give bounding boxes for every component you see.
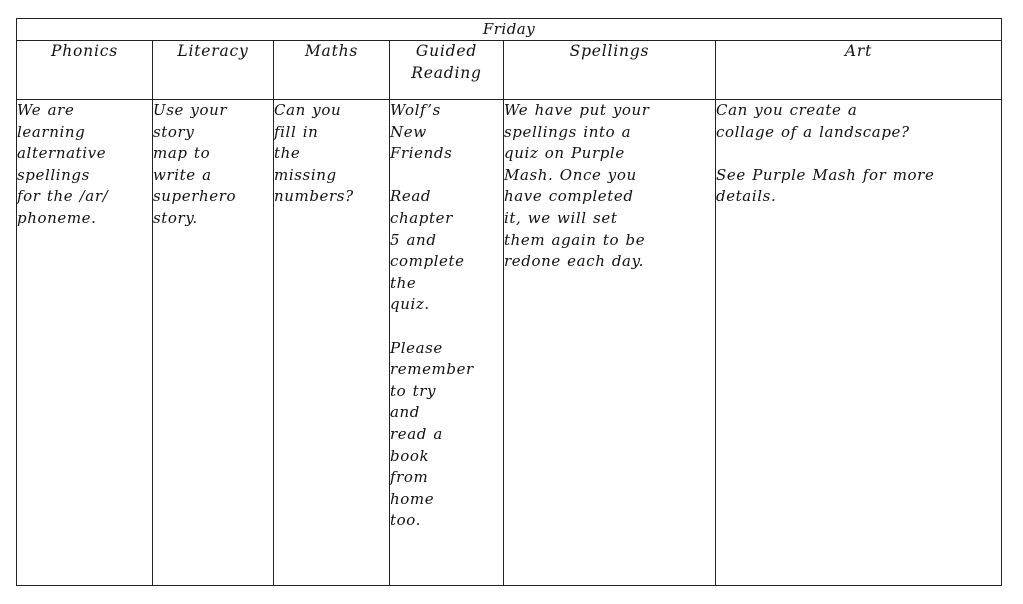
header-spellings <box>504 41 716 100</box>
header-phonics-label: Phonics <box>51 42 118 60</box>
header-art-label: Art <box>844 42 873 60</box>
header-maths-label: Maths <box>304 42 359 60</box>
day-heading: Friday <box>17 19 1002 41</box>
header-literacy-label: Literacy <box>177 42 249 60</box>
header-literacy <box>153 41 274 100</box>
subject-header-row <box>17 41 1002 100</box>
cell-art: Can you create a collage of a landscape? See Purple Mash for more details. <box>716 100 1002 586</box>
cell-guided-reading: Wolf’s New Friends Read chapter 5 and complete the quiz. Please remember to try and read a book from home too. <box>390 100 504 586</box>
header-maths <box>274 41 390 100</box>
header-guided-reading-label: Guided Reading <box>411 42 482 82</box>
cell-maths: Can you fill in the missing numbers? <box>274 100 390 586</box>
header-guided-reading <box>390 41 504 100</box>
header-phonics <box>17 41 153 100</box>
cell-spellings: We have put your spellings into a quiz on Purple Mash. Once you have completed it, we will set them again to be redone each day. <box>504 100 716 586</box>
cell-literacy: Use your story map to write a superhero story. <box>153 100 274 586</box>
day-row <box>17 19 1002 41</box>
header-art <box>716 41 1002 100</box>
cell-phonics: We are learning alternative spellings for the /ar/ phoneme. <box>17 100 153 586</box>
friday-timetable <box>16 18 1002 586</box>
task-row <box>17 100 1002 586</box>
header-spellings-label: Spellings <box>569 42 650 60</box>
